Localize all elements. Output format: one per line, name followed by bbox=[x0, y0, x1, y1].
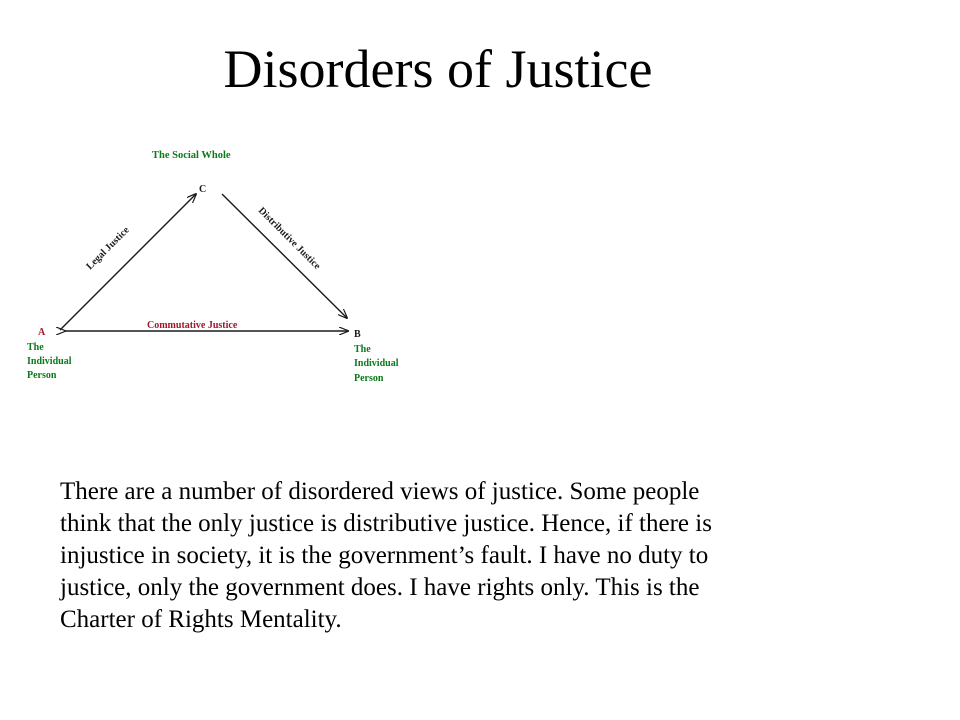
a-person-label-line1: The bbox=[27, 342, 44, 353]
legal-justice-arrow bbox=[60, 194, 196, 330]
body-paragraph bbox=[60, 476, 910, 636]
distributive-justice-arrow bbox=[222, 194, 347, 318]
node-b-label: B bbox=[354, 329, 361, 340]
slide-title: Disorders of Justice bbox=[223, 39, 653, 99]
b-person-label-line3: Person bbox=[354, 373, 384, 384]
body-line: There are a number of disordered views of justice. Some people bbox=[60, 478, 700, 505]
b-person-label-line2: Individual bbox=[354, 358, 399, 369]
distributive-justice-label: Distributive Justice bbox=[255, 205, 323, 272]
body-line: think that the only justice is distributive justice. Hence, if there is bbox=[60, 510, 712, 537]
node-c-label: C bbox=[199, 184, 207, 195]
b-person-label-line1: The bbox=[354, 344, 371, 355]
a-person-label-line3: Person bbox=[27, 370, 57, 381]
body-line: justice, only the government does. I have rights only. This is the bbox=[60, 574, 700, 601]
body-line: Charter of Rights Mentality. bbox=[60, 606, 342, 633]
a-person-label-line2: Individual bbox=[27, 356, 72, 367]
commutative-justice-label: Commutative Justice bbox=[147, 320, 238, 331]
social-whole-label: The Social Whole bbox=[152, 150, 231, 161]
body-line: injustice in society, it is the government’s fault. I have no duty to bbox=[60, 542, 709, 569]
node-a-label: A bbox=[38, 327, 46, 338]
legal-justice-label: Legal Justice bbox=[84, 224, 132, 273]
